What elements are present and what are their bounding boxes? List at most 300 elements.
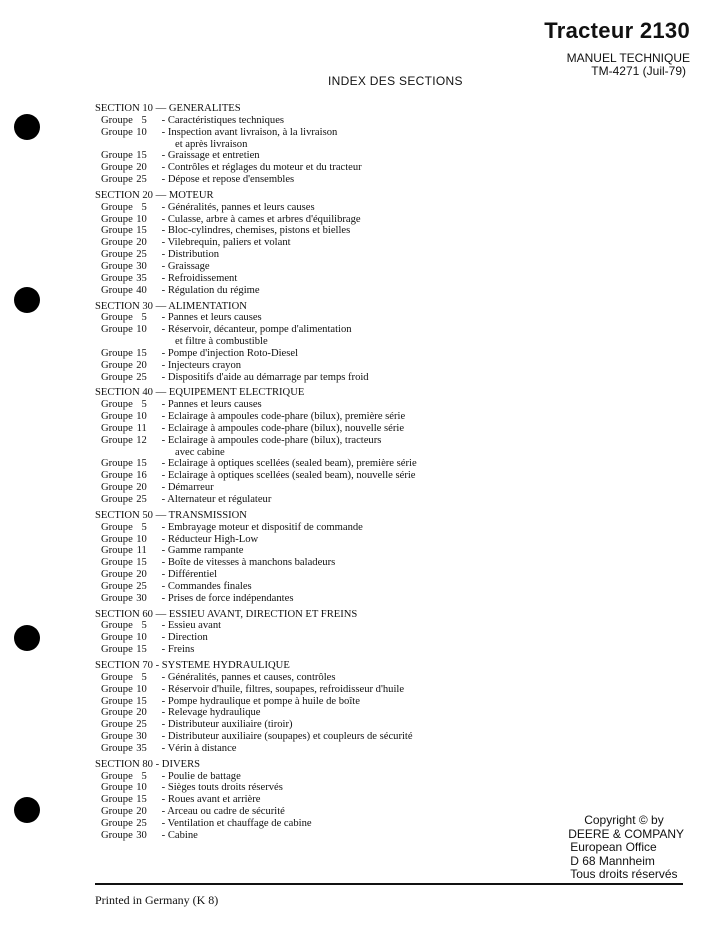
- group-separator: -: [159, 671, 168, 683]
- group-separator: -: [159, 126, 168, 138]
- group-number: 5: [141, 114, 147, 126]
- group-word: Groupe: [101, 533, 133, 545]
- group-separator: -: [159, 817, 168, 829]
- group-title: Eclairage à ampoules code-phare (bilux), première série: [167, 411, 406, 423]
- document-title: Tracteur 2130: [544, 18, 690, 43]
- group-title-continuation: et filtre à combustible: [175, 336, 268, 348]
- group-title: Ventilation et chauffage de cabine: [167, 817, 312, 829]
- group-word: Groupe: [101, 225, 133, 237]
- group-number: 15: [136, 225, 147, 237]
- group-title: Pompe d'injection Roto-Diesel: [167, 347, 299, 359]
- group-number: 20: [136, 359, 147, 371]
- group-entry: [95, 237, 535, 249]
- group-title: Vérin à distance: [167, 742, 237, 754]
- group-number: 10: [136, 324, 147, 336]
- group-title: Embrayage moteur et dispositif de commande: [167, 521, 363, 533]
- binder-hole-2: [14, 287, 40, 313]
- group-number: 25: [136, 174, 147, 186]
- group-title: Commandes finales: [167, 580, 252, 592]
- group-title: Distributeur auxiliaire (tiroir): [167, 719, 293, 731]
- group-entry: [95, 324, 535, 336]
- group-separator: -: [159, 225, 168, 237]
- group-title: Régulation du régime: [167, 284, 260, 296]
- group-separator: -: [159, 494, 168, 505]
- group-title: Distribution: [167, 249, 220, 261]
- group-title: Pompe hydraulique et pompe à huile de boîte: [167, 695, 360, 707]
- group-title: Pannes et leurs causes: [167, 399, 262, 411]
- group-label: [95, 273, 159, 285]
- group-entry: [95, 261, 535, 273]
- section-heading: SECTION 70 - SYSTEME HYDRAULIQUE: [95, 659, 290, 671]
- group-label: [95, 782, 159, 794]
- group-word: Groupe: [101, 126, 133, 138]
- group-number: 20: [136, 482, 147, 494]
- group-word: Groupe: [101, 201, 133, 213]
- group-title: Pannes et leurs causes: [167, 312, 262, 324]
- group-entry: [95, 470, 535, 482]
- group-entry: [95, 162, 535, 174]
- group-separator: -: [159, 592, 168, 604]
- group-word: Groupe: [101, 237, 133, 249]
- group-entry: [95, 482, 535, 494]
- group-entry: [95, 249, 535, 261]
- group-number: 10: [136, 213, 147, 225]
- group-word: Groupe: [101, 707, 133, 719]
- group-separator: -: [159, 707, 168, 719]
- group-label: [95, 202, 159, 214]
- group-word: Groupe: [101, 359, 133, 371]
- group-entry: [95, 806, 535, 818]
- group-separator: -: [159, 359, 168, 371]
- manual-reference: TM-4271 (Juil-79): [591, 64, 686, 78]
- group-entry: [95, 534, 535, 546]
- group-title: Réducteur High-Low: [167, 533, 259, 545]
- group-label: [95, 423, 159, 435]
- group-entry: [95, 707, 535, 719]
- group-label: [95, 470, 159, 482]
- group-word: Groupe: [101, 592, 133, 604]
- group-separator: -: [159, 399, 168, 411]
- group-entry: [95, 115, 535, 127]
- group-separator: -: [159, 260, 168, 272]
- group-entry: [95, 174, 535, 186]
- group-entry: [95, 620, 535, 632]
- group-separator: -: [159, 620, 168, 632]
- group-label: [95, 684, 159, 696]
- group-number: 10: [136, 782, 147, 794]
- index-title: INDEX DES SECTIONS: [328, 74, 463, 88]
- group-title: Dépose et repose d'ensembles: [167, 174, 295, 186]
- binder-hole-4: [14, 797, 40, 823]
- group-word: Groupe: [101, 695, 133, 707]
- group-label: [95, 731, 159, 743]
- group-title: Caractéristiques techniques: [167, 114, 285, 126]
- group-title-continuation: et après livraison: [175, 138, 248, 150]
- group-number: 5: [141, 201, 147, 213]
- group-title: Freins: [167, 644, 195, 656]
- group-label: [95, 127, 159, 139]
- group-label: [95, 360, 159, 372]
- group-title: Différentiel: [167, 569, 218, 581]
- document-header: [544, 18, 690, 78]
- group-entry: [95, 771, 535, 783]
- group-label: [95, 214, 159, 226]
- group-title: Alternateur et régulateur: [167, 494, 272, 505]
- group-label: [95, 237, 159, 249]
- group-title: Contrôles et réglages du moteur et du tracteur: [167, 162, 362, 174]
- group-word: Groupe: [101, 174, 133, 186]
- group-entry: [95, 522, 535, 534]
- group-title: Graissage: [167, 260, 210, 272]
- group-number: 5: [141, 770, 147, 782]
- group-number: 20: [136, 237, 147, 249]
- group-label: [95, 771, 159, 783]
- group-number: 10: [136, 533, 147, 545]
- group-word: Groupe: [101, 557, 133, 569]
- group-number: 30: [136, 592, 147, 604]
- group-entry: [95, 569, 535, 581]
- footer-rule: [95, 883, 683, 885]
- group-number: 30: [136, 829, 147, 841]
- group-label: [95, 593, 159, 605]
- group-entry: [95, 593, 535, 605]
- group-entry: [95, 127, 535, 139]
- group-label: [95, 534, 159, 546]
- group-label: [95, 794, 159, 806]
- group-label: [95, 435, 159, 447]
- group-entry: [95, 214, 535, 226]
- office-city: D 68 Mannheim: [570, 853, 655, 868]
- group-word: Groupe: [101, 782, 133, 794]
- group-label: [95, 644, 159, 656]
- section-heading: SECTION 80 - DIVERS: [95, 758, 201, 770]
- group-separator: -: [159, 829, 168, 841]
- group-entry: [95, 435, 535, 447]
- group-entry: [95, 273, 535, 285]
- group-label: [95, 830, 159, 842]
- group-title: Essieu avant: [167, 620, 222, 632]
- group-separator: -: [159, 632, 168, 644]
- group-number: 35: [136, 742, 147, 754]
- group-number: 10: [136, 683, 147, 695]
- group-separator: -: [159, 422, 168, 434]
- group-separator: -: [159, 434, 168, 446]
- group-title: Eclairage à optiques scellées (sealed beam), nouvelle série: [167, 470, 416, 482]
- group-title: Vilebrequin, paliers et volant: [167, 237, 291, 249]
- group-separator: -: [159, 644, 168, 656]
- group-entry: [95, 423, 535, 435]
- group-separator: -: [159, 114, 168, 126]
- group-title: Roues avant et arrière: [167, 794, 261, 806]
- section-index: [95, 103, 535, 842]
- group-number: 16: [136, 470, 147, 482]
- group-label: [95, 115, 159, 127]
- group-word: Groupe: [101, 632, 133, 644]
- group-separator: -: [159, 521, 168, 533]
- group-number: 30: [136, 731, 147, 743]
- group-number: 5: [141, 671, 147, 683]
- group-label: [95, 569, 159, 581]
- group-label: [95, 620, 159, 632]
- group-title: Eclairage à ampoules code-phare (bilux), tracteurs: [167, 434, 382, 446]
- group-separator: -: [159, 533, 168, 545]
- group-label: [95, 672, 159, 684]
- group-number: 5: [141, 399, 147, 411]
- group-word: Groupe: [101, 458, 133, 470]
- group-number: 15: [136, 695, 147, 707]
- group-separator: -: [159, 470, 168, 482]
- group-entry: [95, 150, 535, 162]
- group-title: Réservoir, décanteur, pompe d'alimentation: [167, 324, 352, 336]
- group-separator: -: [159, 782, 168, 794]
- group-title: Inspection avant livraison, à la livraison: [167, 126, 338, 138]
- group-word: Groupe: [101, 829, 133, 841]
- group-entry: [95, 285, 535, 297]
- section-heading: SECTION 10 — GENERALITES: [95, 103, 241, 114]
- group-label: [95, 545, 159, 557]
- group-number: 20: [136, 806, 147, 818]
- group-label: [95, 522, 159, 534]
- group-label: [95, 312, 159, 324]
- group-separator: -: [159, 580, 168, 592]
- group-word: Groupe: [101, 399, 133, 411]
- group-entry: [95, 830, 535, 842]
- group-label: [95, 696, 159, 708]
- group-entry: [95, 782, 535, 794]
- group-separator: -: [159, 458, 168, 470]
- group-number: 25: [136, 371, 147, 383]
- group-title: Réservoir d'huile, filtres, soupapes, refroidisseur d'huile: [167, 683, 405, 695]
- group-entry: [95, 348, 535, 360]
- group-entry: [95, 360, 535, 372]
- group-label: [95, 324, 159, 336]
- group-entry: [95, 399, 535, 411]
- company-name: DEERE & COMPANY: [568, 826, 684, 841]
- group-label: [95, 174, 159, 186]
- group-number: 20: [136, 569, 147, 581]
- group-entry: [95, 818, 535, 830]
- group-number: 25: [136, 817, 147, 829]
- group-separator: -: [159, 742, 168, 754]
- group-label: [95, 494, 159, 506]
- group-label: [95, 162, 159, 174]
- group-title: Culasse, arbre à cames et arbres d'équilibrage: [167, 213, 361, 225]
- group-separator: -: [159, 201, 168, 213]
- office-name: European Office: [570, 840, 657, 854]
- group-number: 40: [136, 284, 147, 296]
- group-number: 11: [136, 422, 147, 434]
- group-entry: [95, 581, 535, 593]
- group-word: Groupe: [101, 620, 133, 632]
- group-word: Groupe: [101, 794, 133, 806]
- group-number: 11: [136, 545, 147, 557]
- group-word: Groupe: [101, 742, 133, 754]
- document-subtitle: MANUEL TECHNIQUE: [566, 51, 690, 65]
- group-title: Refroidissement: [167, 272, 238, 284]
- group-label: [95, 150, 159, 162]
- group-label: [95, 743, 159, 755]
- group-word: Groupe: [101, 569, 133, 581]
- group-word: Groupe: [101, 482, 133, 494]
- group-title: Démarreur: [167, 482, 214, 494]
- group-separator: -: [159, 545, 168, 557]
- group-separator: -: [159, 569, 168, 581]
- group-entry: [95, 411, 535, 423]
- group-title: Dispositifs d'aide au démarrage par temps froid: [167, 371, 369, 383]
- group-number: 25: [136, 580, 147, 592]
- group-number: 15: [136, 557, 147, 569]
- group-separator: -: [159, 482, 168, 494]
- group-separator: -: [159, 312, 168, 324]
- group-separator: -: [159, 150, 168, 162]
- group-label: [95, 482, 159, 494]
- group-separator: -: [159, 557, 168, 569]
- group-word: Groupe: [101, 719, 133, 731]
- group-word: Groupe: [101, 434, 133, 446]
- group-title: Relevage hydraulique: [167, 707, 261, 719]
- group-number: 20: [136, 162, 147, 174]
- group-word: Groupe: [101, 580, 133, 592]
- group-number: 25: [136, 719, 147, 731]
- group-title: Gamme rampante: [167, 545, 244, 557]
- group-title: Injecteurs crayon: [167, 359, 242, 371]
- group-title: Prises de force indépendantes: [167, 592, 294, 604]
- group-label: [95, 261, 159, 273]
- group-separator: -: [159, 731, 168, 743]
- group-separator: -: [159, 284, 168, 296]
- group-word: Groupe: [101, 683, 133, 695]
- group-word: Groupe: [101, 324, 133, 336]
- group-title: Cabine: [167, 829, 198, 841]
- group-entry: [95, 225, 535, 237]
- group-title: Boîte de vitesses à manchons baladeurs: [167, 557, 336, 569]
- group-title: Bloc-cylindres, chemises, pistons et bielles: [167, 225, 351, 237]
- group-separator: -: [159, 794, 168, 806]
- group-word: Groupe: [101, 371, 133, 383]
- group-separator: -: [159, 719, 168, 731]
- group-label: [95, 372, 159, 384]
- section-heading: SECTION 50 — TRANSMISSION: [95, 509, 247, 521]
- rights-reserved: Tous droits réservés: [570, 867, 678, 881]
- group-title: Généralités, pannes et leurs causes: [167, 201, 315, 213]
- group-entry: [95, 632, 535, 644]
- group-number: 15: [136, 644, 147, 656]
- group-word: Groupe: [101, 470, 133, 482]
- group-label: [95, 348, 159, 360]
- group-separator: -: [159, 324, 168, 336]
- group-word: Groupe: [101, 494, 133, 505]
- group-separator: -: [159, 371, 168, 383]
- group-entry: [95, 719, 535, 731]
- group-number: 5: [141, 620, 147, 632]
- group-label: [95, 225, 159, 237]
- group-word: Groupe: [101, 114, 133, 126]
- group-label: [95, 806, 159, 818]
- group-title: Direction: [167, 632, 208, 644]
- group-label: [95, 632, 159, 644]
- group-entry: [95, 743, 535, 755]
- group-number: 5: [141, 312, 147, 324]
- group-word: Groupe: [101, 347, 133, 359]
- group-number: 30: [136, 260, 147, 272]
- group-title: Arceau ou cadre de sécurité: [167, 806, 285, 818]
- group-separator: -: [159, 770, 168, 782]
- group-number: 15: [136, 150, 147, 162]
- section-heading: SECTION 60 — ESSIEU AVANT, DIRECTION ET FREINS: [95, 608, 358, 620]
- group-title: Eclairage à optiques scellées (sealed beam), première série: [167, 458, 417, 470]
- group-word: Groupe: [101, 284, 133, 296]
- group-entry: [95, 696, 535, 708]
- group-label: [95, 557, 159, 569]
- group-entry: [95, 557, 535, 569]
- group-number: 10: [136, 411, 147, 423]
- group-word: Groupe: [101, 411, 133, 423]
- group-separator: -: [159, 347, 168, 359]
- copyright-block: [568, 814, 684, 882]
- group-label: [95, 249, 159, 261]
- group-number: 25: [136, 494, 147, 505]
- group-label: [95, 818, 159, 830]
- group-label: [95, 458, 159, 470]
- group-number: 10: [136, 126, 147, 138]
- group-title: Distributeur auxiliaire (soupapes) et coupleurs de sécurité: [167, 731, 413, 743]
- group-number: 35: [136, 272, 147, 284]
- group-separator: -: [159, 249, 168, 261]
- group-word: Groupe: [101, 770, 133, 782]
- group-entry: [95, 684, 535, 696]
- group-number: 15: [136, 347, 147, 359]
- group-entry: [95, 372, 535, 384]
- group-entry: [95, 672, 535, 684]
- group-word: Groupe: [101, 545, 133, 557]
- section-heading: SECTION 40 — EQUIPEMENT ELECTRIQUE: [95, 387, 305, 399]
- group-word: Groupe: [101, 249, 133, 261]
- group-word: Groupe: [101, 162, 133, 174]
- group-number: 20: [136, 707, 147, 719]
- binder-hole-1: [14, 114, 40, 140]
- group-word: Groupe: [101, 260, 133, 272]
- group-separator: -: [159, 411, 168, 423]
- group-title: Sièges touts droits réservés: [167, 782, 283, 794]
- group-label: [95, 411, 159, 423]
- group-label: [95, 399, 159, 411]
- group-number: 25: [136, 249, 147, 261]
- group-separator: -: [159, 683, 168, 695]
- group-entry: [95, 794, 535, 806]
- group-word: Groupe: [101, 272, 133, 284]
- group-separator: -: [159, 174, 168, 186]
- group-entry: [95, 731, 535, 743]
- group-number: 15: [136, 458, 147, 470]
- group-word: Groupe: [101, 731, 133, 743]
- group-separator: -: [159, 272, 168, 284]
- group-word: Groupe: [101, 312, 133, 324]
- group-separator: -: [159, 162, 168, 174]
- group-separator: -: [159, 806, 168, 818]
- group-entry: [95, 202, 535, 214]
- group-entry: [95, 312, 535, 324]
- group-word: Groupe: [101, 150, 133, 162]
- group-number: 12: [136, 434, 147, 446]
- group-entry: [95, 494, 535, 506]
- group-separator: -: [159, 213, 168, 225]
- group-entry: [95, 458, 535, 470]
- group-word: Groupe: [101, 422, 133, 434]
- group-title-continuation: avec cabine: [175, 446, 225, 458]
- group-word: Groupe: [101, 817, 133, 829]
- group-entry: [95, 545, 535, 557]
- group-word: Groupe: [101, 806, 133, 818]
